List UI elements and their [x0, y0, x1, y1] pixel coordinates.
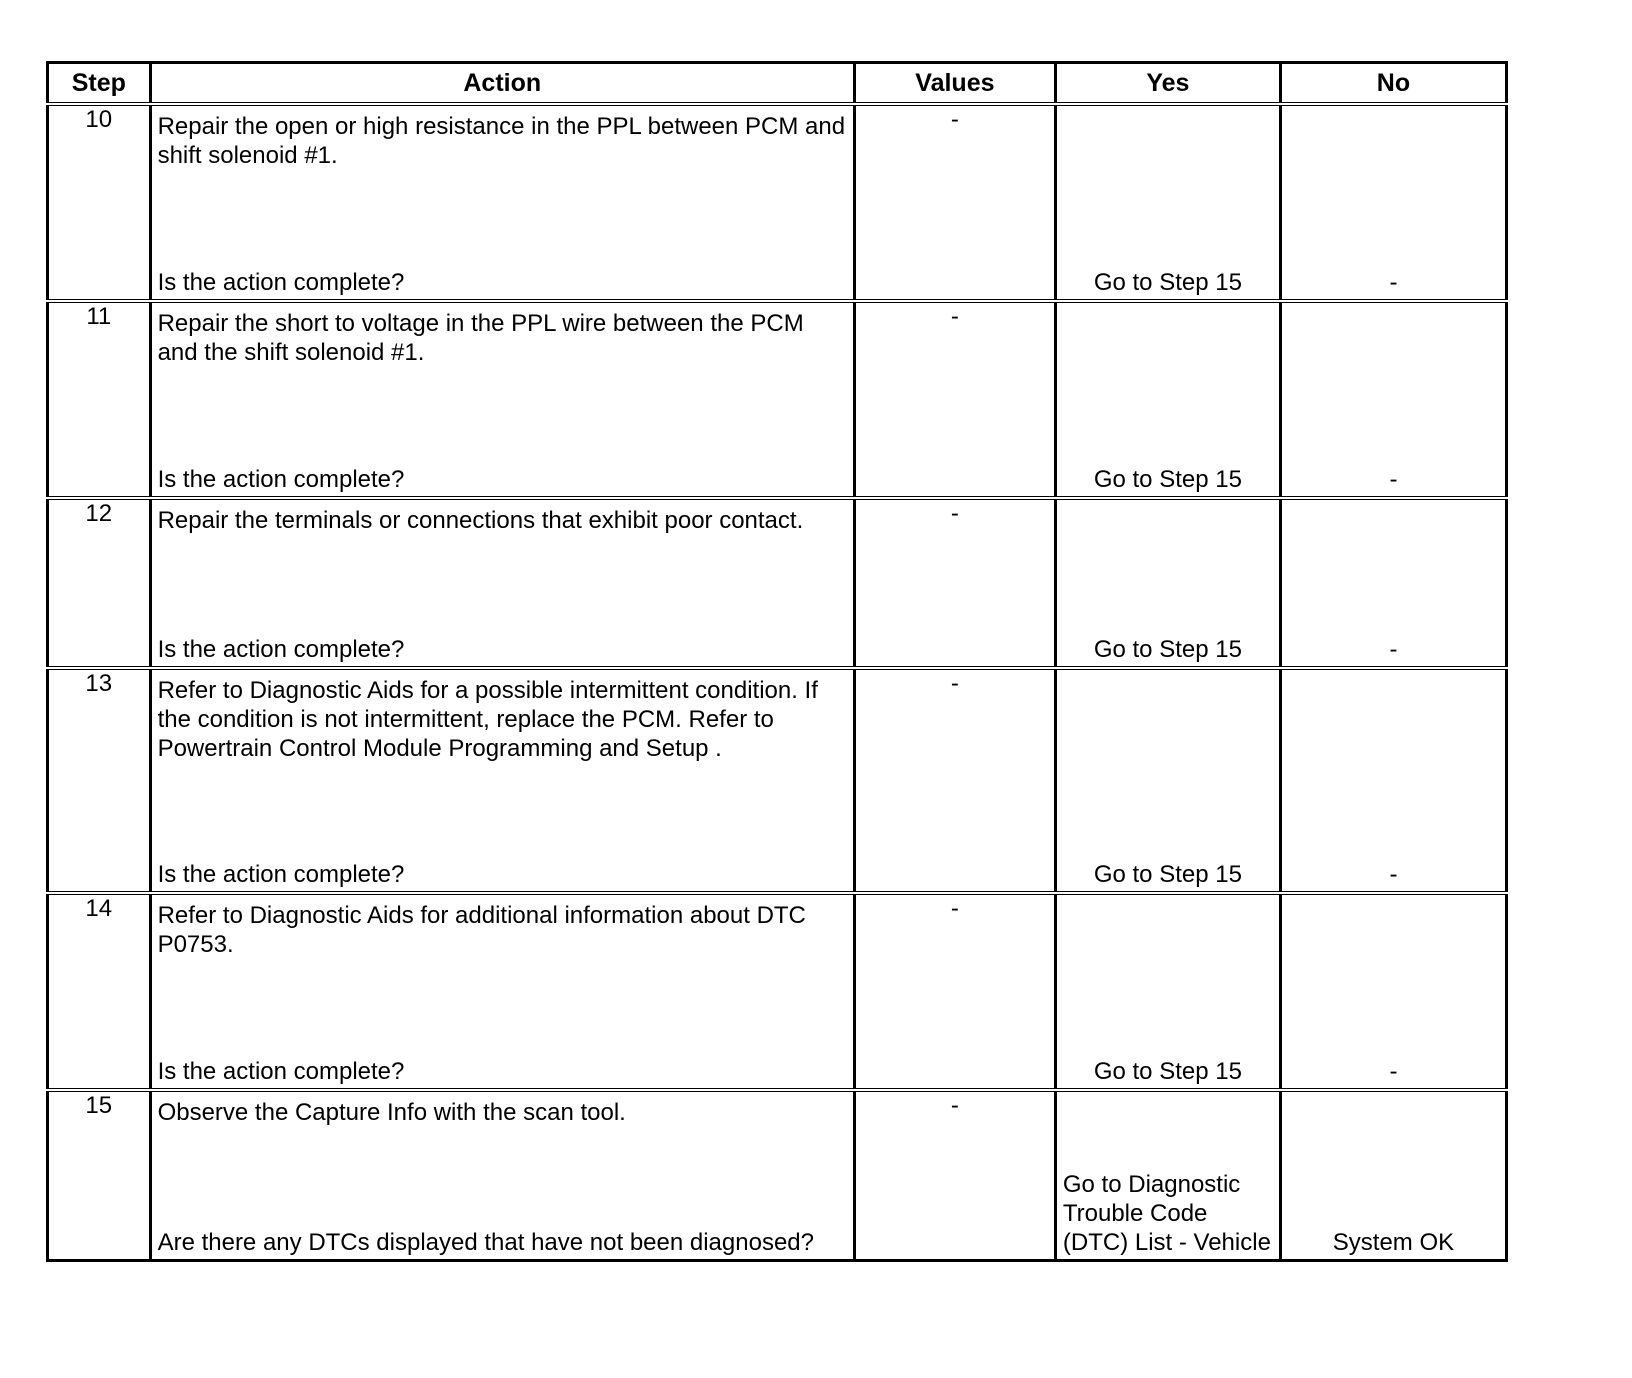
action-text: Repair the open or high resistance in the PPL between PCM and shift solenoid #1. — [157, 113, 846, 169]
header-yes: Yes — [1055, 63, 1280, 105]
action-question: Is the action complete? — [157, 636, 405, 663]
header-no: No — [1280, 63, 1506, 105]
yes-result: Go to Step 15 — [1093, 636, 1242, 663]
action-cell — [150, 104, 854, 301]
table-row — [48, 1090, 1507, 1260]
action-question: Is the action complete? — [157, 1058, 405, 1085]
yes-result: Go to Step 15 — [1093, 861, 1242, 888]
no-cell — [1280, 1090, 1506, 1260]
table-row — [48, 301, 1507, 498]
no-cell — [1280, 893, 1506, 1090]
yes-cell — [1055, 498, 1280, 668]
table-header-row — [48, 63, 1507, 105]
action-text: Repair the terminals or connections that exhibit poor contact. — [157, 507, 804, 534]
no-result: - — [1389, 466, 1398, 493]
step-number: 14 — [48, 893, 151, 1090]
step-number: 13 — [48, 668, 151, 893]
no-cell — [1280, 104, 1506, 301]
step-number: 12 — [48, 498, 151, 668]
yes-cell — [1055, 668, 1280, 893]
yes-cell — [1055, 893, 1280, 1090]
no-cell — [1280, 301, 1506, 498]
step-number: 11 — [48, 301, 151, 498]
table-row — [48, 104, 1507, 301]
table-row — [48, 668, 1507, 893]
values-cell: - — [854, 498, 1055, 668]
step-number: 15 — [48, 1090, 151, 1260]
header-values: Values — [854, 63, 1055, 105]
values-cell: - — [854, 1090, 1055, 1260]
action-question: Are there any DTCs displayed that have not been diagnosed? — [157, 1228, 814, 1256]
no-result: System OK — [1332, 1228, 1455, 1256]
action-text: Repair the short to voltage in the PPL wire between the PCM and the shift solenoid #1. — [157, 310, 804, 366]
yes-cell — [1055, 104, 1280, 301]
no-cell — [1280, 668, 1506, 893]
yes-result: Go to Diagnostic Trouble Code (DTC) List - Vehicle — [1062, 1170, 1271, 1256]
values-cell: - — [854, 104, 1055, 301]
action-cell — [150, 1090, 854, 1260]
yes-cell — [1055, 301, 1280, 498]
yes-result: Go to Step 15 — [1093, 269, 1242, 296]
action-cell — [150, 668, 854, 893]
diagnostic-table — [46, 61, 1508, 1262]
header-step: Step — [48, 63, 151, 105]
no-result: - — [1389, 636, 1398, 663]
action-question: Is the action complete? — [157, 861, 405, 888]
action-text: Observe the Capture Info with the scan tool. — [157, 1099, 626, 1126]
action-cell — [150, 301, 854, 498]
action-cell — [150, 893, 854, 1090]
yes-cell — [1055, 1090, 1280, 1260]
yes-result: Go to Step 15 — [1093, 1058, 1242, 1085]
yes-result: Go to Step 15 — [1093, 466, 1242, 493]
header-action: Action — [150, 63, 854, 105]
table-row — [48, 498, 1507, 668]
values-cell: - — [854, 668, 1055, 893]
values-cell: - — [854, 893, 1055, 1090]
action-cell — [150, 498, 854, 668]
action-text: Refer to Diagnostic Aids for a possible intermittent condition. If the condition is not intermittent, replace the PCM. Refer to Powertrain Control Module Programming and Setup . — [157, 677, 818, 762]
action-text: Refer to Diagnostic Aids for additional information about DTC P0753. — [157, 902, 806, 958]
action-question: Is the action complete? — [157, 466, 405, 493]
no-result: - — [1389, 1058, 1398, 1085]
no-result: - — [1389, 861, 1398, 888]
action-question: Is the action complete? — [157, 269, 405, 296]
no-result: - — [1389, 269, 1398, 296]
step-number: 10 — [48, 104, 151, 301]
table-row — [48, 893, 1507, 1090]
no-cell — [1280, 498, 1506, 668]
values-cell: - — [854, 301, 1055, 498]
